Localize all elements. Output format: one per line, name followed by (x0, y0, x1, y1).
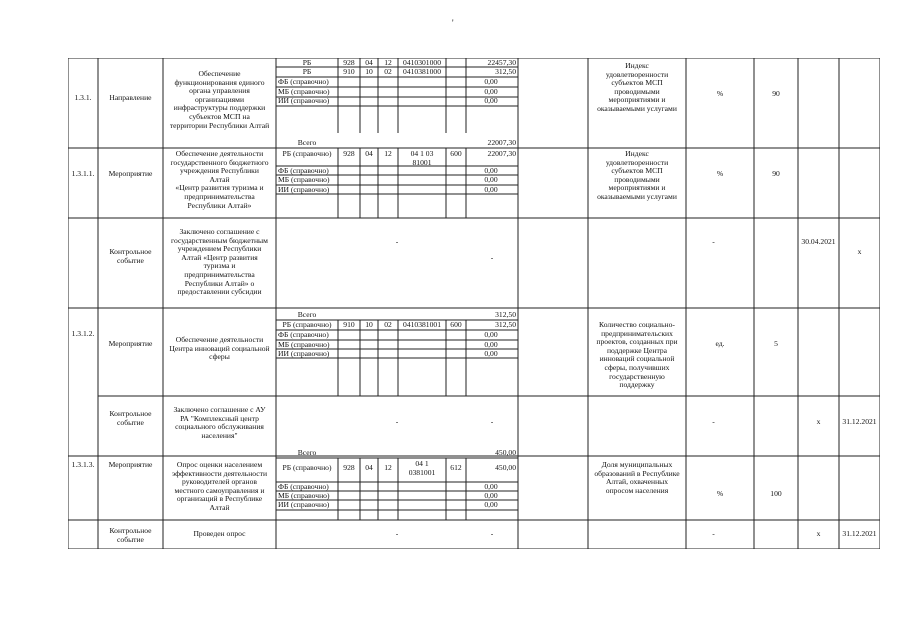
event-mark: x (816, 417, 821, 426)
indicator-unit: ед. (715, 339, 725, 348)
indicator-value: 90 (772, 169, 780, 178)
funding-source: РБ (302, 58, 312, 67)
indicator-unit: % (716, 89, 724, 98)
row-type: Мероприятие (108, 339, 153, 348)
indicator-name: Доля муниципальных образований в Республике Алтай, охваченных опросом населения (594, 460, 680, 495)
funding-source: МБ (справочно) (278, 87, 330, 96)
funding-sum: 0,00 (484, 349, 498, 358)
indicator-unit: % (716, 169, 724, 178)
event-date: 31.12.2021 (842, 417, 877, 426)
funding-source: ФБ (справочно) (278, 77, 329, 86)
event-name: Проведен опрос (193, 529, 246, 538)
funding-source: ИИ (справочно) (278, 500, 330, 509)
program-table (68, 58, 880, 549)
event-sum-dash: - (490, 253, 494, 262)
indicator-unit: % (716, 489, 724, 498)
funding-source: ФБ (справочно) (278, 330, 329, 339)
funding-source: РБ (справочно) (282, 463, 332, 472)
row-type: Направление (109, 93, 152, 102)
funding-source: МБ (справочно) (278, 340, 330, 349)
funding-sum: 0,00 (484, 87, 498, 96)
funding-pr: 12 (384, 149, 392, 158)
event-name: Заключено соглашение с АУ РА "Комплексный центр социального обслуживания населения" (173, 405, 266, 440)
funding-pr: 02 (384, 320, 392, 329)
funding-rz: 10 (365, 67, 373, 76)
funding-source: МБ (справочно) (278, 491, 330, 500)
total-label: Всего (297, 310, 317, 319)
funding-csr: 04 1 03 81001 (410, 149, 434, 167)
event-name: Заключено соглашение с государственным бюджетным учреждением Республики Алтай «Центр развития туризма и предпринимательства Республики Алтай» о предоставлении субсидии (171, 227, 268, 297)
funding-sum: 0,00 (484, 166, 498, 175)
event-mark: x (857, 247, 862, 256)
row-type: Мероприятие (108, 460, 153, 469)
funding-sum: 0,00 (484, 491, 498, 500)
funding-sum: 0,00 (484, 330, 498, 339)
page-mark: ' (452, 18, 454, 28)
funding-sum: 22007,30 (487, 149, 516, 158)
total-label: Всего (297, 448, 317, 457)
row-name: Обеспечение деятельности государственного бюджетного учреждения Республики Алтай «Центр развития туризма и предпринимательства Республики Алтай» (170, 149, 269, 210)
event-mark: x (816, 529, 821, 538)
funding-source: РБ (справочно) (282, 320, 332, 329)
funding-csr: 0410381000 (403, 67, 441, 76)
funding-pr: 12 (384, 58, 392, 67)
event-date: 31.12.2021 (842, 529, 877, 538)
funding-sum: 0,00 (484, 175, 498, 184)
funding-grbs: 928 (343, 463, 355, 472)
event-sum-dash: - (490, 529, 494, 538)
funding-sum: 0,00 (484, 77, 498, 86)
row-name: Обеспечение деятельности Центра инноваций социальной сферы (169, 335, 270, 362)
indicator-name: Индекс удовлетворенности субъектов МСП проводимыми мероприятиями и оказываемыми услугами (597, 61, 677, 113)
funding-vr: 600 (450, 149, 462, 158)
funding-rz: 04 (365, 58, 373, 67)
event-type: Контрольное событие (109, 526, 152, 544)
event-funding-dash: - (395, 417, 399, 426)
row-name: Обеспечение функционирования единого органа управления организациями инфраструктуры поддержки субъектов МСП на территории Республики Алтай (169, 69, 270, 130)
funding-sum: 0,00 (484, 500, 498, 509)
event-date: 30.04.2021 (801, 237, 836, 246)
funding-pr: 02 (384, 67, 392, 76)
total-sum: 312,50 (495, 310, 516, 319)
funding-sum: 450,00 (495, 463, 516, 472)
funding-source: РБ (справочно) (282, 149, 332, 158)
funding-source: ИИ (справочно) (278, 349, 330, 358)
funding-source: ИИ (справочно) (278, 96, 330, 105)
indicator-value: 5 (774, 339, 778, 348)
funding-grbs: 910 (343, 320, 355, 329)
funding-sum: 0,00 (484, 482, 498, 491)
event-sum-dash: - (490, 417, 494, 426)
funding-grbs: 928 (343, 58, 355, 67)
funding-sum: 0,00 (484, 185, 498, 194)
funding-grbs: 910 (343, 67, 355, 76)
funding-csr: 0410381001 (403, 320, 441, 329)
funding-source: МБ (справочно) (278, 175, 330, 184)
funding-sum: 0,00 (484, 340, 498, 349)
funding-sum: 22457,30 (487, 58, 516, 67)
funding-csr: 04 1 0381001 (408, 459, 436, 477)
funding-source: ФБ (справочно) (278, 166, 329, 175)
event-indicator-dash: - (712, 237, 715, 246)
row-type: Мероприятие (108, 169, 153, 178)
row-number: 1.3.1.2. (71, 329, 95, 338)
funding-source: РБ (302, 67, 312, 76)
row-number: 1.3.1.3. (71, 460, 95, 469)
row-name: Опрос оценки населением эффективности деятельности руководителей органов местного самоуправления и организаций в Республике Алтай (171, 460, 268, 512)
funding-rz: 04 (365, 149, 373, 158)
funding-source: ИИ (справочно) (278, 185, 330, 194)
event-type: Контрольное событие (109, 247, 152, 265)
total-label: Всего (297, 138, 317, 147)
funding-vr: 612 (450, 463, 462, 472)
funding-csr: 0410301000 (403, 58, 441, 67)
row-number: 1.3.1.1. (71, 169, 95, 178)
indicator-name: Количество социально- предпринимательских проектов, созданных при поддержке Центра инноваций социальной сферы, получивших государственную поддержку (596, 320, 678, 390)
event-funding-dash: - (395, 529, 399, 538)
funding-source: ФБ (справочно) (278, 482, 329, 491)
row-number: 1.3.1. (74, 93, 92, 102)
event-indicator-dash: - (712, 417, 715, 426)
indicator-value: 90 (772, 89, 780, 98)
indicator-name: Индекс удовлетворенности субъектов МСП проводимыми мероприятиями и оказываемыми услугами (597, 149, 677, 201)
funding-sum: 312,50 (495, 67, 516, 76)
event-funding-dash: - (395, 237, 399, 246)
funding-rz: 04 (365, 463, 373, 472)
funding-grbs: 928 (343, 149, 355, 158)
funding-rz: 10 (365, 320, 373, 329)
event-type: Контрольное событие (109, 409, 152, 427)
funding-sum: 312,50 (495, 320, 516, 329)
funding-vr: 600 (450, 320, 462, 329)
total-sum: 22007,30 (487, 138, 516, 147)
funding-sum: 0,00 (484, 96, 498, 105)
indicator-value: 100 (770, 489, 782, 498)
event-indicator-dash: - (712, 529, 715, 538)
total-sum: 450,00 (495, 448, 516, 457)
funding-pr: 12 (384, 463, 392, 472)
